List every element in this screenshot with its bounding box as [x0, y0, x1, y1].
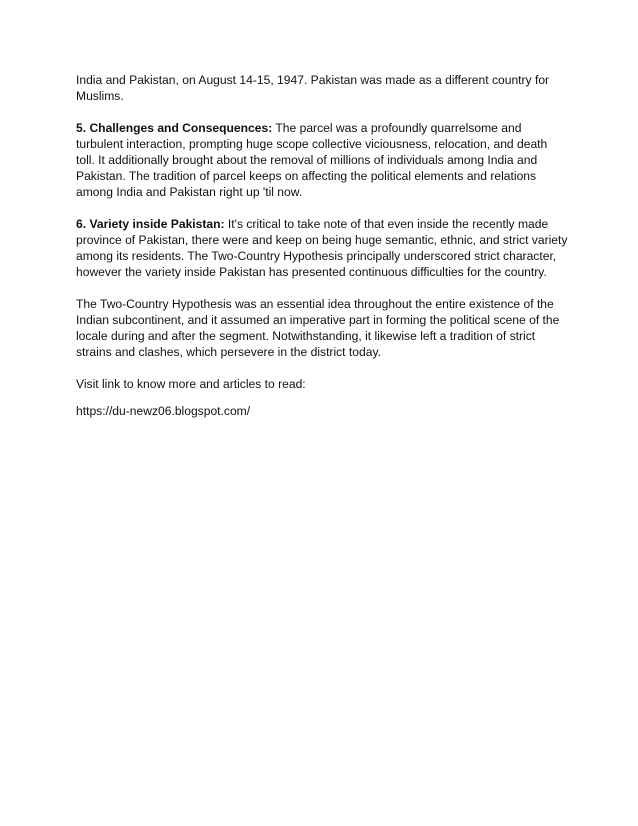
blog-link[interactable]: https://du-newz06.blogspot.com/	[76, 404, 251, 418]
intro-text: India and Pakistan, on August 14-15, 1947. Pakistan was made as a different country for Muslims.	[76, 73, 550, 103]
challenges-text: The parcel was a profoundly quarrelsome and turbulent interaction, prompting huge scope collective viciousness, relocation, and death toll. It additionally brought about the removal of millions of individuals among India and Pakistan. The tradition of parcel keeps on affecting the political elements and relations among India and Pakistan right up 'til now.	[76, 121, 548, 199]
visit-text: Visit link to know more and articles to read:	[76, 377, 306, 391]
variety-paragraph	[76, 216, 568, 280]
conclusion-paragraph	[76, 296, 568, 360]
variety-text: It's critical to take note of that even inside the recently made province of Pakistan, there were and keep on being huge semantic, ethnic, and strict variety among its residents. The Two-Country Hypothesis principally underscored strict character, however the variety inside Pakistan has presented continuous difficulties for the country.	[76, 217, 568, 279]
document-body	[76, 72, 568, 435]
link-paragraph	[76, 403, 568, 419]
challenges-heading: 5. Challenges and Consequences:	[76, 121, 273, 135]
variety-heading: 6. Variety inside Pakistan:	[76, 217, 225, 231]
challenges-paragraph	[76, 120, 568, 200]
visit-paragraph	[76, 376, 568, 392]
conclusion-text: The Two-Country Hypothesis was an essential idea throughout the entire existence of the Indian subcontinent, and it assumed an imperative part in forming the political scene of the locale during and after the segment. Notwithstanding, it likewise left a tradition of strict strains and clashes, which persevere in the district today.	[76, 297, 560, 359]
intro-paragraph	[76, 72, 568, 104]
